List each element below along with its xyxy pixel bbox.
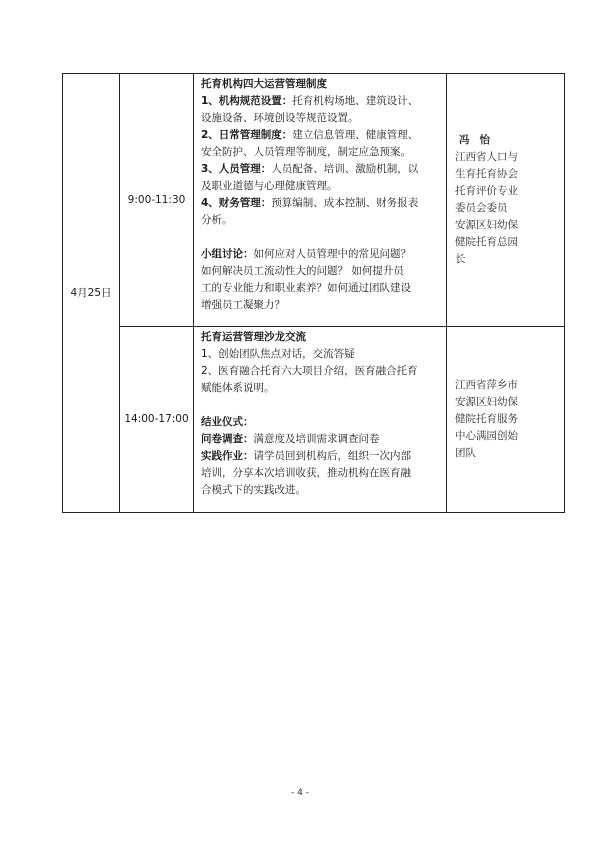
time-cell (120, 74, 194, 327)
discussion-line: 如何解决员工流动性大的问题？ 如何提升员 (201, 265, 404, 277)
agenda-item: 2、医育融合托育六大项目介绍，医育融合托育 (201, 365, 418, 377)
speaker-cell (447, 327, 565, 513)
table-row (63, 74, 565, 327)
speaker-cell (447, 74, 565, 327)
agenda-item: 1、创始团队焦点对话，交流答疑 (201, 348, 355, 360)
session-content (194, 327, 447, 513)
agenda-item-cont: 设施设备、环境创设等规范设置。 (201, 112, 359, 124)
session-title: 托育运营管理沙龙交流 (201, 331, 306, 343)
speaker-title-line: 生育托育协会 (455, 168, 518, 180)
agenda-item-cont: 安全防护、人员管理等制度，制定应急预案。 (201, 146, 411, 158)
speaker-title-line: 安源区妇幼保 (455, 396, 518, 408)
practice-line-cont: 合模式下的实践改进。 (201, 484, 306, 496)
discussion-heading: 小组讨论：如何应对人员管理中的常见问题？ (201, 248, 411, 260)
survey-line: 问卷调查：满意度及培训需求调查问卷 (201, 433, 380, 445)
agenda-item-cont: 分析。 (201, 214, 233, 226)
speaker-title-line: 安源区妇幼保 (455, 219, 518, 231)
spacer (201, 229, 440, 246)
speaker-title-line: 江西省萍乡市 (455, 379, 518, 391)
speaker-title-line: 健院托育总园 (455, 236, 518, 248)
practice-line: 实践作业：请学员回到机构后，组织一次内部 (201, 450, 411, 462)
date-cell (63, 74, 120, 513)
speaker-title-line: 江西省人口与 (455, 151, 518, 163)
practice-line-cont: 培训，分享本次培训收获，推动机构在医育融 (201, 467, 411, 479)
speaker-title-line: 长 (455, 253, 466, 265)
speaker-title-line: 中心满园创始 (455, 430, 518, 442)
closing-title: 结业仪式： (201, 416, 254, 428)
spacer (201, 397, 440, 414)
agenda-item: 2、日常管理制度：建立信息管理、健康管理、 (201, 129, 419, 141)
session-content (194, 74, 447, 327)
agenda-item: 3、人员管理：人员配备、培训、激励机制，以 (201, 163, 419, 175)
table-row (63, 327, 565, 513)
date-label: 4月25日 (70, 286, 112, 299)
speaker-title-line: 委员会委员 (455, 202, 508, 214)
session-title: 托育机构四大运营管理制度 (201, 78, 327, 90)
session-time: 9:00-11:30 (127, 193, 186, 206)
schedule-table (62, 73, 565, 513)
speaker-title-line: 团队 (455, 447, 476, 459)
agenda-item: 4、财务管理：预算编制、成本控制、财务报表 (201, 197, 419, 209)
time-cell (120, 327, 194, 513)
agenda-item: 1、机构规范设置：托育机构场地、建筑设计、 (201, 95, 419, 107)
speaker-title-line: 健院托育服务 (455, 413, 518, 425)
discussion-line: 工的专业能力和职业素养？如何通过团队建设 (201, 282, 411, 294)
speaker-name: 冯怡 (459, 134, 500, 146)
speaker-title-line: 托育评价专业 (455, 185, 518, 197)
page-number: - 4 - (291, 788, 309, 798)
discussion-line: 增强员工凝聚力？ (201, 299, 285, 311)
agenda-item-cont: 赋能体系说明。 (201, 382, 275, 394)
agenda-item-cont: 及职业道德与心理健康管理。 (201, 180, 338, 192)
session-time: 14:00-17:00 (124, 413, 189, 425)
